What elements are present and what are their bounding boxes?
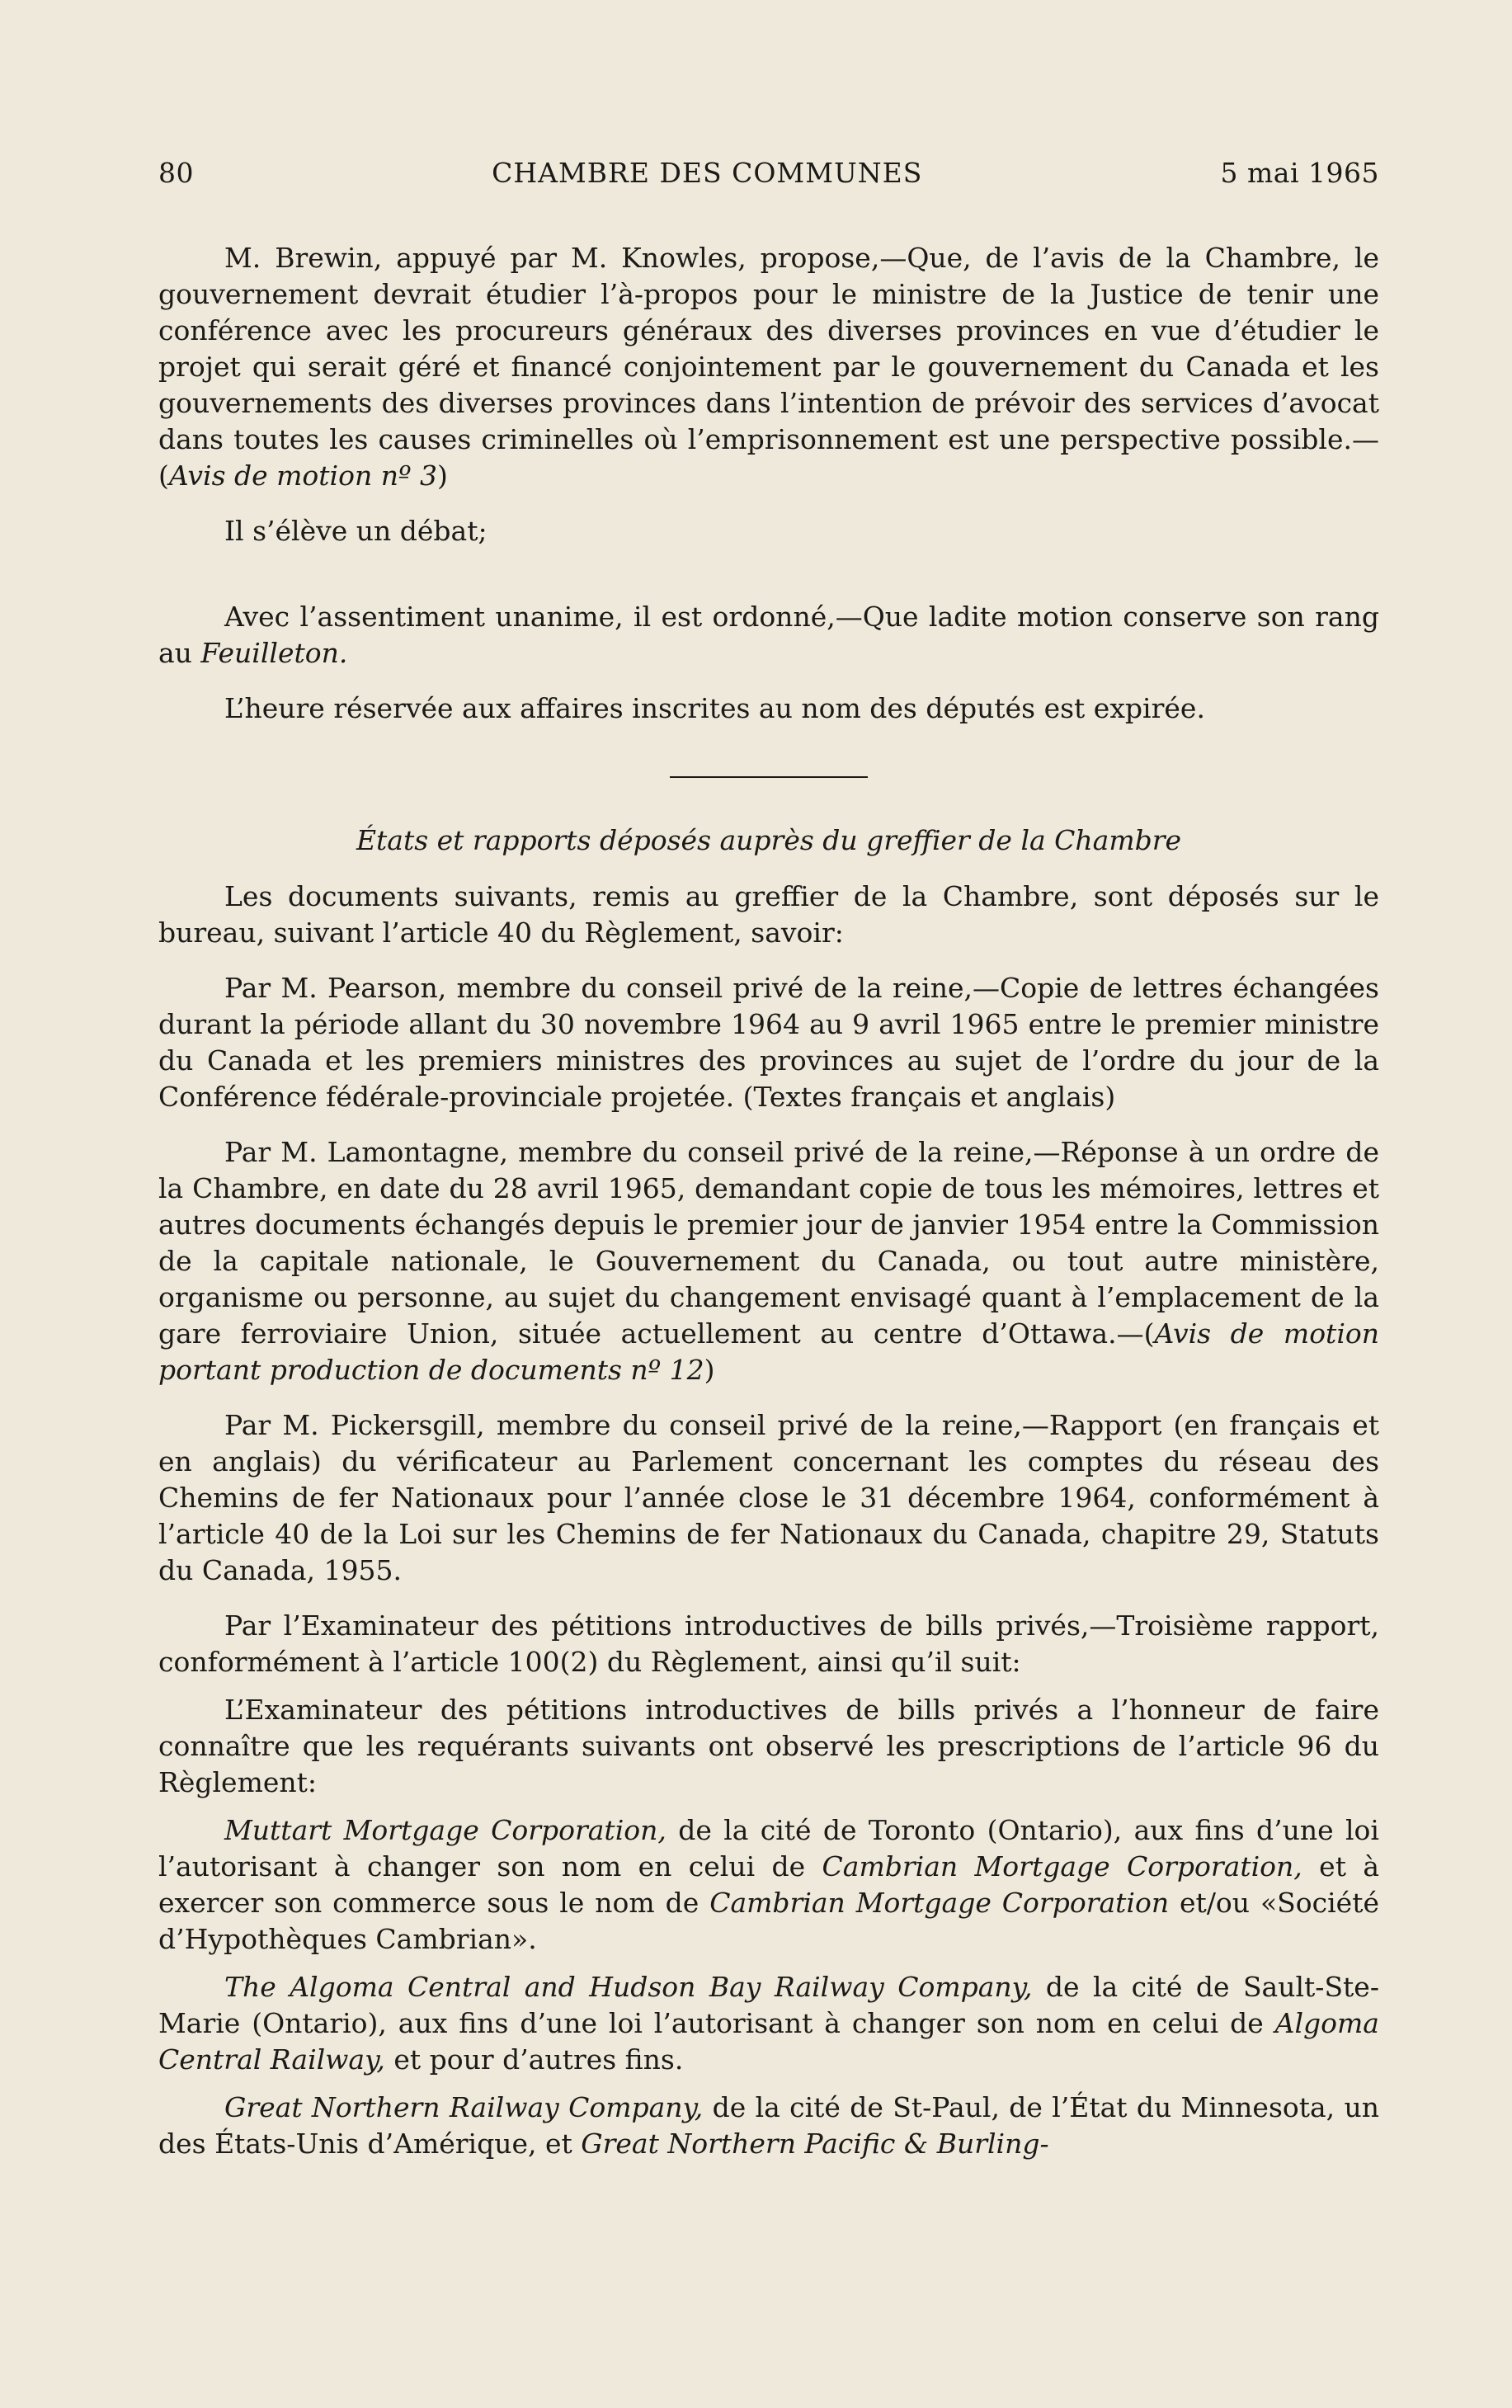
examiner-report-paragraph: Par l’Examinateur des pétitions introductives de bills privés,—Troisième rapport, conformément à l’article 100(2) du Règlement, ainsi qu’il suit: — [158, 1609, 1379, 1678]
algoma-paragraph — [158, 1969, 1379, 2078]
cambrian-name-2: Cambrian Mortgage Corporation — [709, 1887, 1170, 1919]
consent-reference: Feuilleton. — [200, 637, 348, 669]
lamontagne-paragraph — [158, 1134, 1379, 1388]
page-date: 5 mai 1965 — [1220, 157, 1379, 189]
great-northern-name: Great Northern Railway Company, — [224, 2091, 704, 2123]
page-header — [158, 157, 1379, 189]
section-title: États et rapports déposés auprès du greffier de la Chambre — [356, 824, 1182, 856]
section-divider — [670, 776, 868, 778]
page-number: 80 — [158, 157, 194, 189]
examiner-honour-paragraph: L’Examinateur des pétitions introductives de bills privés a l’honneur de faire connaître que les requérants suivants ont observé les prescriptions de l’article 96 du Règlement: — [158, 1694, 1379, 1798]
pearson-paragraph: Par M. Pearson, membre du conseil privé de la reine,—Copie de lettres échangées durant la période allant du 30 novembre 1964 au 9 avril 1965 entre le premier ministre du Canada et les premiers ministres des provinces au sujet de l’ordre du jour de la Conférence fédérale-provinciale projetée. (Textes français et anglais) — [158, 972, 1379, 1113]
muttart-name: Muttart Mortgage Corporation, — [224, 1814, 667, 1846]
pickersgill-paragraph: Par M. Pickersgill, membre du conseil privé de la reine,—Rapport (en français et en anglais) du vérificateur au Parlement concernant les comptes du réseau des Chemins de fer Nationaux pour l’année close le 31 décembre 1964, conformément à l’article 40 de la Loi sur les Chemins de fer Nationaux du Canada, chapitre 29, Statuts du Canada, 1955. — [158, 1409, 1379, 1586]
hour-expired-paragraph: L’heure réservée aux affaires inscrites au nom des députés est expirée. — [224, 692, 1205, 724]
muttart-text-1: de la cité de Toronto (Ontario), aux fins d’une loi l’autorisant à changer son nom en celui de — [158, 1814, 1379, 1883]
muttart-text-2: et à exercer son commerce sous le nom de — [158, 1850, 1379, 1919]
lamontagne-close: ) — [704, 1354, 715, 1386]
muttart-paragraph — [158, 1812, 1379, 1958]
lamontagne-text: Par M. Lamontagne, membre du conseil privé de la reine,—Réponse à un ordre de la Chambre, en date du 28 avril 1965, demandant copie de tous les mémoires, lettres et autres documents échangés depuis le premier jour de janvier 1954 entre la Commission de la capitale nationale, le Gouvernement du Canada, ou tout autre ministère, organisme ou personne, au sujet du changement envisagé quant à l’emplacement de la gare ferroviaire Union, située actuellement au centre d’Ottawa.—( — [158, 1136, 1379, 1350]
debate-paragraph: Il s’élève un débat; — [224, 515, 488, 547]
consent-paragraph — [158, 599, 1379, 672]
cambrian-name: Cambrian Mortgage Corporation, — [822, 1850, 1302, 1883]
lamontagne-reference: Avis de motion portant production de documents nº 12 — [158, 1317, 1379, 1386]
algoma-new-name: Algoma Central Railway, — [158, 2007, 1379, 2076]
running-title: CHAMBRE DES COMMUNES — [492, 157, 923, 189]
document-page — [158, 157, 1379, 2174]
consent-text: Avec l’assentiment unanime, il est ordonné,—Que ladite motion conserve son rang au — [158, 601, 1379, 669]
muttart-text-3: et/ou «Société d’Hypothèques Cambrian». — [158, 1887, 1380, 1955]
great-northern-paragraph — [158, 2090, 1379, 2162]
algoma-name: The Algoma Central and Hudson Bay Railway Company, — [224, 1971, 1033, 2003]
algoma-text-1: de la cité de Sault-Ste-Marie (Ontario), aux fins d’une loi l’autorisant à changer son nom en celui de — [158, 1971, 1379, 2039]
motion-paragraph — [158, 240, 1379, 494]
motion-close: ) — [436, 459, 448, 492]
motion-reference: Avis de motion nº 3 — [168, 459, 437, 492]
documents-intro-paragraph: Les documents suivants, remis au greffier de la Chambre, sont déposés sur le bureau, suivant l’article 40 du Règlement, savoir: — [158, 880, 1379, 949]
motion-text: M. Brewin, appuyé par M. Knowles, propose,—Que, de l’avis de la Chambre, le gouvernement devrait étudier l’à-propos pour le ministre de la Justice de tenir une conférence avec les procureurs généraux des diverses provinces en vue d’étudier le projet qui serait géré et financé conjointement par le gouvernement du Canada et les gouvernements des diverses provinces dans l’intention de prévoir des services d’avocat dans toutes les causes criminelles où l’emprisonnement est une perspective possible.—( — [158, 242, 1379, 492]
algoma-text-2: et pour d’autres fins. — [384, 2043, 684, 2076]
great-northern-text: de la cité de St-Paul, de l’État du Minnesota, un des États-Unis d’Amérique, et — [158, 2091, 1379, 2160]
great-northern-pacific-name: Great Northern Pacific & Burling- — [581, 2128, 1049, 2160]
